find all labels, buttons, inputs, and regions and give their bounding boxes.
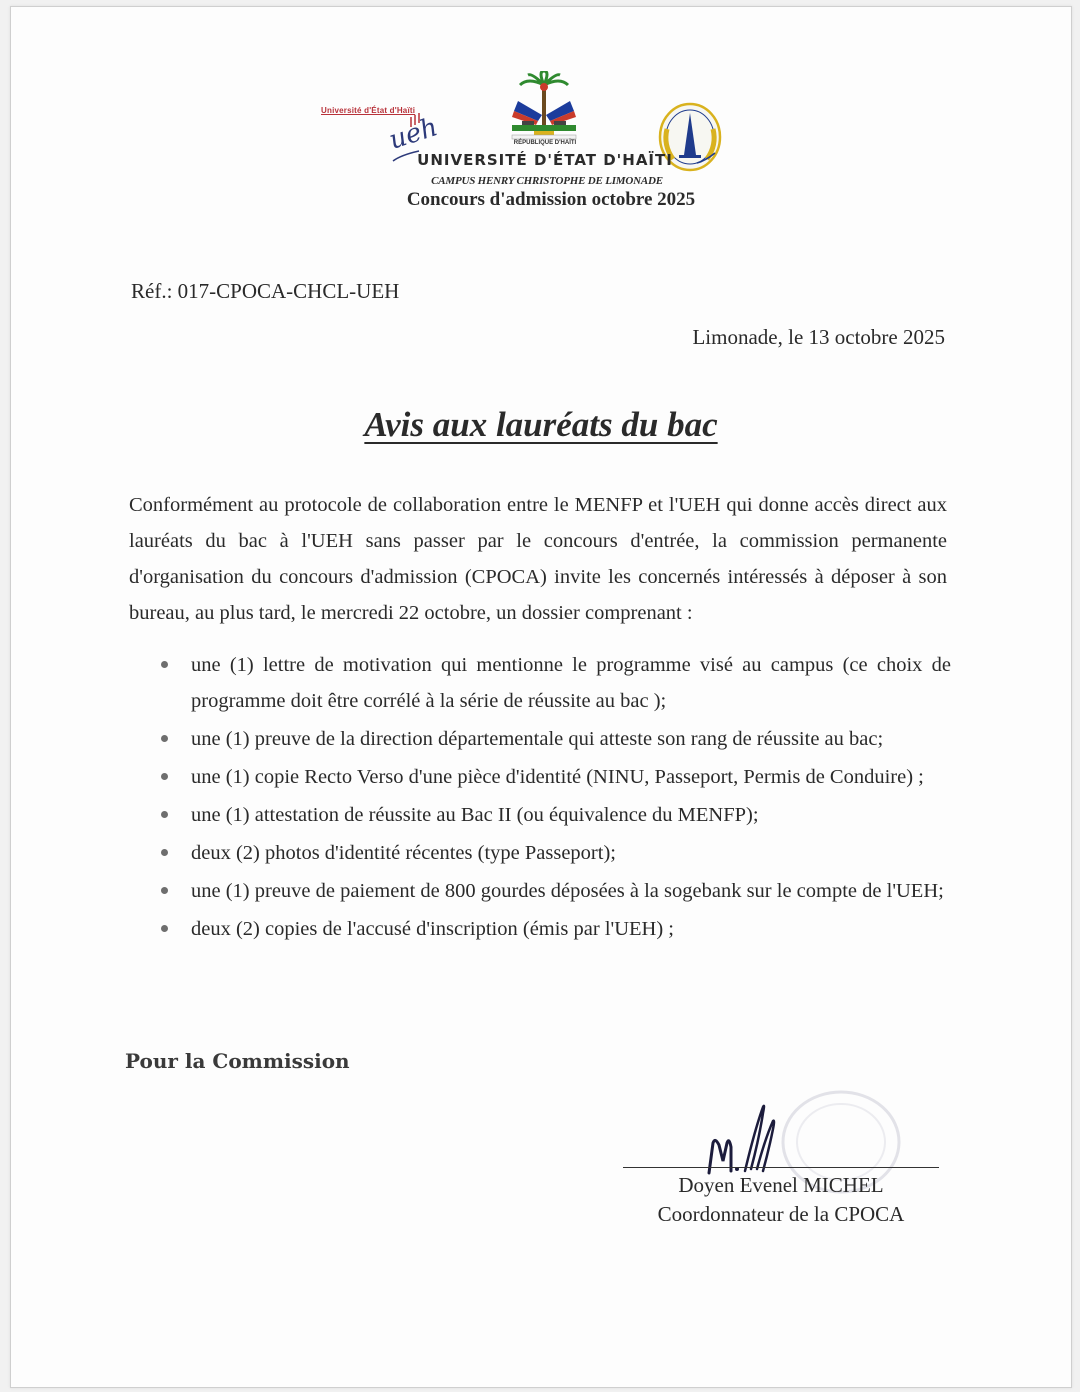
- list-item: une (1) copie Recto Verso d'une pièce d'identité (NINU, Passeport, Permis de Conduire) ;: [161, 759, 951, 795]
- list-item: une (1) lettre de motivation qui mentionne le programme visé au campus (ce choix de programme doit être corrélé à la série de réussite au bac );: [161, 647, 951, 719]
- bullet-icon: [161, 735, 168, 742]
- signature-line: [623, 1167, 939, 1168]
- bullet-icon: [161, 661, 168, 668]
- bullet-icon: [161, 773, 168, 780]
- reference-number: Réf.: 017-CPOCA-CHCL-UEH: [131, 279, 400, 303]
- ueh-small-label: Université d'État d'Haïti: [321, 106, 416, 115]
- university-name: UNIVERSITÉ D'ÉTAT D'HAÏTI: [417, 151, 673, 169]
- bullet-icon: [161, 811, 168, 818]
- intro-paragraph: Conformément au protocole de collaboration entre le MENFP et l'UEH qui donne accès direct aux lauréats du bac à l'UEH sans passer par le concours d'entrée, la commission permanente d'organisation du concours d'admission (CPOCA) invite les concernés intéressés à déposer à son bureau, au plus tard, le mercredi 22 octobre, un dossier comprenant :: [129, 494, 947, 624]
- bullet-icon: [161, 849, 168, 856]
- bullet-icon: [161, 887, 168, 894]
- document-page: [10, 6, 1072, 1388]
- list-item: une (1) preuve de la direction départementale qui atteste son rang de réussite au bac;: [161, 721, 951, 757]
- list-item: une (1) preuve de paiement de 800 gourdes déposées à la sogebank sur le compte de l'UEH;: [161, 873, 951, 909]
- signer-role: Coordonnateur de la CPOCA: [657, 1202, 905, 1226]
- list-item: une (1) attestation de réussite au Bac II (ou équivalence du MENFP);: [161, 797, 951, 833]
- signer-name: Doyen Evenel MICHEL: [678, 1173, 884, 1197]
- closing-label: Pour la Commission: [125, 1049, 350, 1073]
- bullet-icon: [161, 925, 168, 932]
- date-line: Limonade, le 13 octobre 2025: [692, 325, 945, 349]
- ueh-script-logo: ueh: [385, 112, 442, 156]
- document-requirements-list: [161, 647, 951, 949]
- list-item: deux (2) copies de l'accusé d'inscription (émis par l'UEH) ;: [161, 911, 951, 947]
- list-item: deux (2) photos d'identité récentes (type Passeport);: [161, 835, 951, 871]
- coat-of-arms-icon: [498, 71, 590, 143]
- campus-name: CAMPUS HENRY CHRISTOPHE DE LIMONADE: [431, 175, 663, 187]
- republique-label: RÉPUBLIQUE D'HAÏTI: [513, 140, 577, 146]
- concours-heading: Concours d'admission octobre 2025: [406, 189, 696, 210]
- notice-title: Avis aux lauréats du bac: [364, 405, 718, 444]
